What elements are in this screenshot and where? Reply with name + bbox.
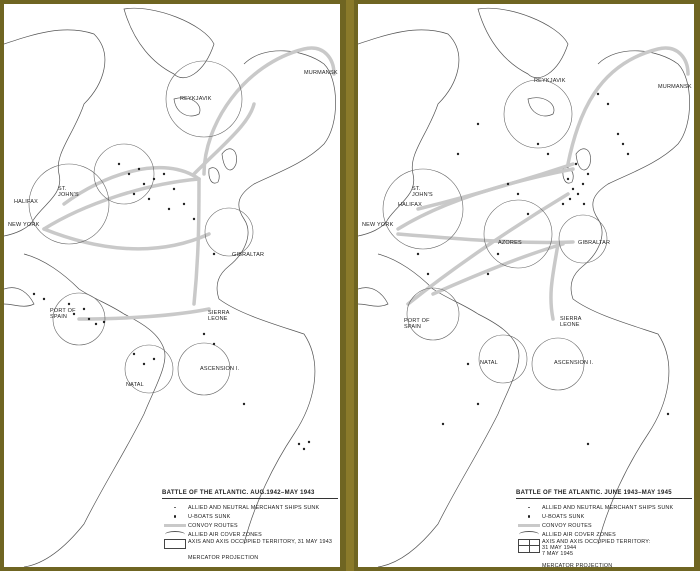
axis-territory-label: AXIS AND AXIS OCCUPIED TERRITORY: — [542, 539, 651, 545]
reykjavik-label: REYKJAVIK — [534, 78, 566, 84]
legend-ships-sunk: ALLIED AND NEUTRAL MERCHANT SHIPS SUNK — [162, 503, 338, 512]
left-legend-title: BATTLE OF THE ATLANTIC. AUG.1942–MAY 1943 — [162, 490, 338, 499]
azores-label: AZORES — [498, 240, 522, 246]
murmansk-label: MURMANSK — [658, 84, 692, 90]
convoy-route-swatch-icon — [164, 524, 186, 527]
uboat-sunk-dot-icon — [174, 515, 176, 517]
right-map-frame — [354, 0, 700, 571]
left-legend — [162, 490, 338, 562]
natal-label: NATAL — [480, 360, 498, 366]
legend-convoy-routes: CONVOY ROUTES — [162, 521, 338, 530]
port-of-spain-label: PORT OF SPAIN — [404, 318, 430, 331]
sierra-leone-label: SIERRA LEONE — [208, 310, 230, 323]
axis-territory-swatch-icon — [164, 539, 186, 549]
axis-territory-swatch-icon — [518, 539, 540, 553]
legend-ships-sunk: ALLIED AND NEUTRAL MERCHANT SHIPS SUNK — [516, 503, 692, 512]
axis-date-1945: 7 MAY 1945 — [542, 551, 574, 558]
st-johns-label: ST. JOHN'S — [58, 186, 79, 199]
legend-air-cover: ALLIED AIR COVER ZONES — [516, 530, 692, 539]
port-of-spain-label: PORT OF SPAIN — [50, 308, 76, 321]
ship-sunk-dot-icon — [174, 507, 176, 509]
legend-uboats-sunk: U-BOATS SUNK — [162, 512, 338, 521]
ascension-label: ASCENSION I. — [554, 360, 594, 366]
legend-uboats-sunk: U-BOATS SUNK — [516, 512, 692, 521]
air-cover-arc-icon — [165, 531, 185, 538]
ship-sunk-dot-icon — [528, 507, 530, 509]
new-york-label: NEW YORK — [362, 222, 394, 228]
air-cover-arc-icon — [519, 531, 539, 538]
natal-label: NATAL — [126, 382, 144, 388]
legend-axis-territory: AXIS AND AXIS OCCUPIED TERRITORY, 31 MAY 1943 — [162, 539, 338, 553]
gibraltar-label: GIBRALTAR — [578, 240, 611, 246]
left-map-svg — [4, 4, 340, 567]
halifax-label: HALIFAX — [398, 202, 423, 208]
axis-date-1944: 31 MAY 1944 — [542, 545, 577, 552]
gibraltar-label: GIBRALTAR — [232, 252, 265, 258]
murmansk-label: MURMANSK — [304, 70, 338, 76]
right-map — [358, 4, 694, 567]
legend-convoy-routes: CONVOY ROUTES — [516, 521, 692, 530]
ascension-label: ASCENSION I. — [200, 366, 240, 372]
left-map — [4, 4, 340, 567]
right-legend — [516, 490, 692, 567]
sierra-leone-label: SIERRA LEONE — [560, 316, 582, 329]
left-map-frame — [0, 0, 346, 571]
new-york-label: NEW YORK — [8, 222, 40, 228]
legend-air-cover: ALLIED AIR COVER ZONES — [162, 530, 338, 539]
legend-projection: MERCATOR PROJECTION — [188, 554, 259, 561]
halifax-label: HALIFAX — [14, 199, 39, 205]
st-johns-label: ST. JOHN'S — [412, 186, 433, 199]
legend-projection: MERCATOR PROJECTION — [542, 562, 613, 567]
right-legend-title: BATTLE OF THE ATLANTIC. JUNE 1943–MAY 1945 — [516, 490, 692, 499]
uboat-sunk-dot-icon — [528, 515, 530, 517]
convoy-route-swatch-icon — [518, 524, 540, 527]
right-map-svg — [358, 4, 694, 567]
legend-axis-territory — [516, 539, 692, 561]
reykjavik-label: REYKJAVIK — [180, 96, 212, 102]
